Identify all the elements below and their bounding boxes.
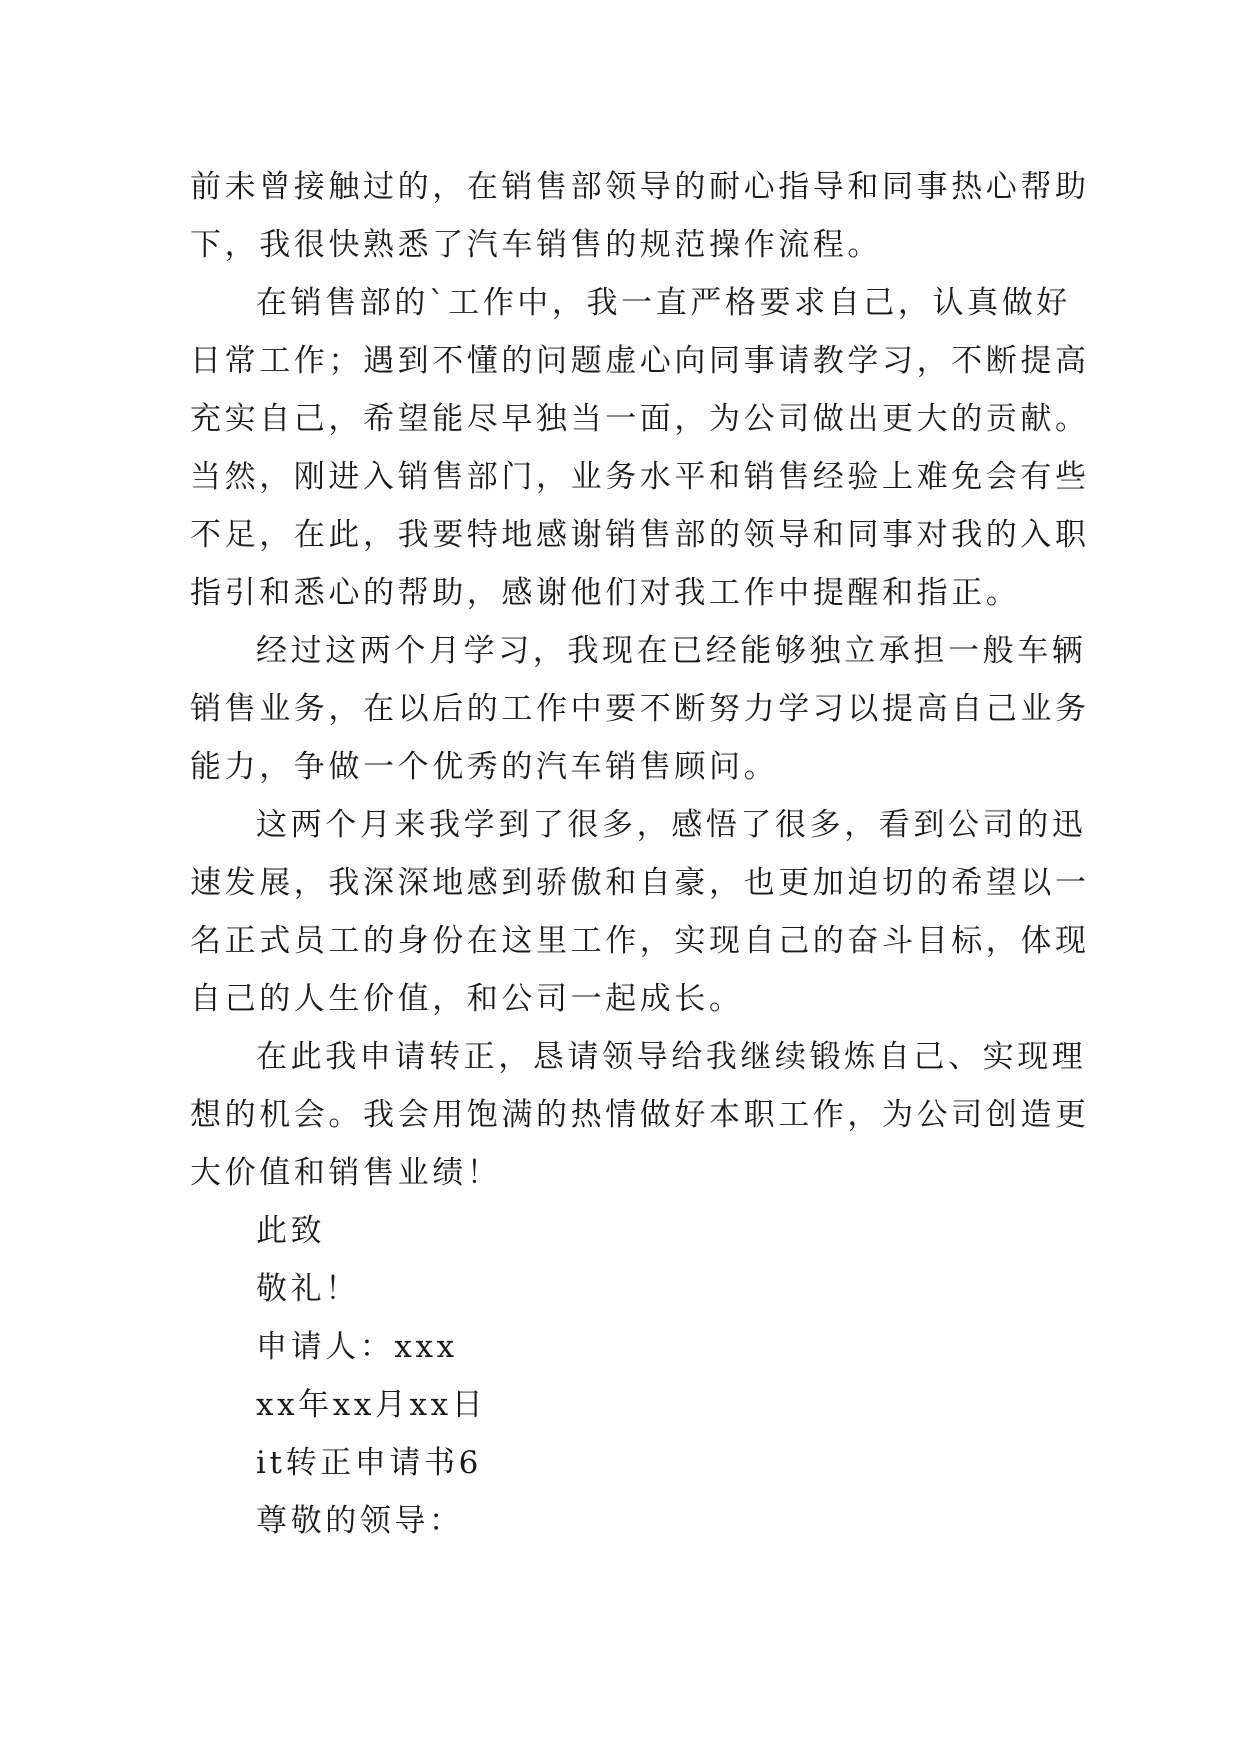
body-line-5: 充实自己，希望能尽早独当一面，为公司做出更大的贡献。: [190, 401, 1090, 437]
body-line-7: 不足，在此，我要特地感谢销售部的领导和同事对我的入职: [190, 517, 1090, 553]
body-line-15: 自己的人生价值，和公司一起成长。: [190, 981, 744, 1017]
body-line-1: 前未曾接触过的，在销售部领导的耐心指导和同事热心帮助: [190, 169, 1090, 205]
greeting: 尊敬的领导：: [256, 1503, 464, 1539]
body-line-2: 下，我很快熟悉了汽车销售的规范操作流程。: [190, 227, 882, 263]
body-line-8: 指引和悉心的帮助，感谢他们对我工作中提醒和指正。: [190, 575, 1021, 611]
body-line-12: 这两个月来我学到了很多，感悟了很多，看到公司的迅: [256, 807, 1087, 843]
body-line-9: 经过这两个月学习，我现在已经能够独立承担一般车辆: [256, 633, 1087, 669]
body-line-18: 大价值和销售业绩！: [190, 1155, 502, 1191]
application-date: xx年xx月xx日: [256, 1387, 487, 1423]
body-line-13: 速发展，我深深地感到骄傲和自豪，也更加迫切的希望以一: [190, 865, 1090, 901]
body-line-17: 想的机会。我会用饱满的热情做好本职工作，为公司创造更: [190, 1097, 1090, 1133]
body-line-4: 日常工作；遇到不懂的问题虚心向同事请教学习，不断提高: [190, 343, 1090, 379]
document-body: [190, 158, 1090, 1550]
section-heading: it转正申请书6: [256, 1445, 482, 1481]
applicant-name: 申请人：xxx: [256, 1329, 458, 1365]
body-line-14: 名正式员工的身份在这里工作，实现自己的奋斗目标，体现: [190, 923, 1090, 959]
body-line-6: 当然，刚进入销售部门，业务水平和销售经验上难免会有些: [190, 459, 1090, 495]
body-line-3: 在销售部的`工作中，我一直严格要求自己，认真做好: [256, 285, 1071, 321]
closing-salutation: 此致: [256, 1213, 326, 1249]
closing-regards: 敬礼！: [256, 1271, 360, 1307]
body-line-10: 销售业务，在以后的工作中要不断努力学习以提高自己业务: [190, 691, 1090, 727]
body-line-11: 能力，争做一个优秀的汽车销售顾问。: [190, 749, 779, 785]
body-line-16: 在此我申请转正，恳请领导给我继续锻炼自己、实现理: [256, 1039, 1087, 1075]
